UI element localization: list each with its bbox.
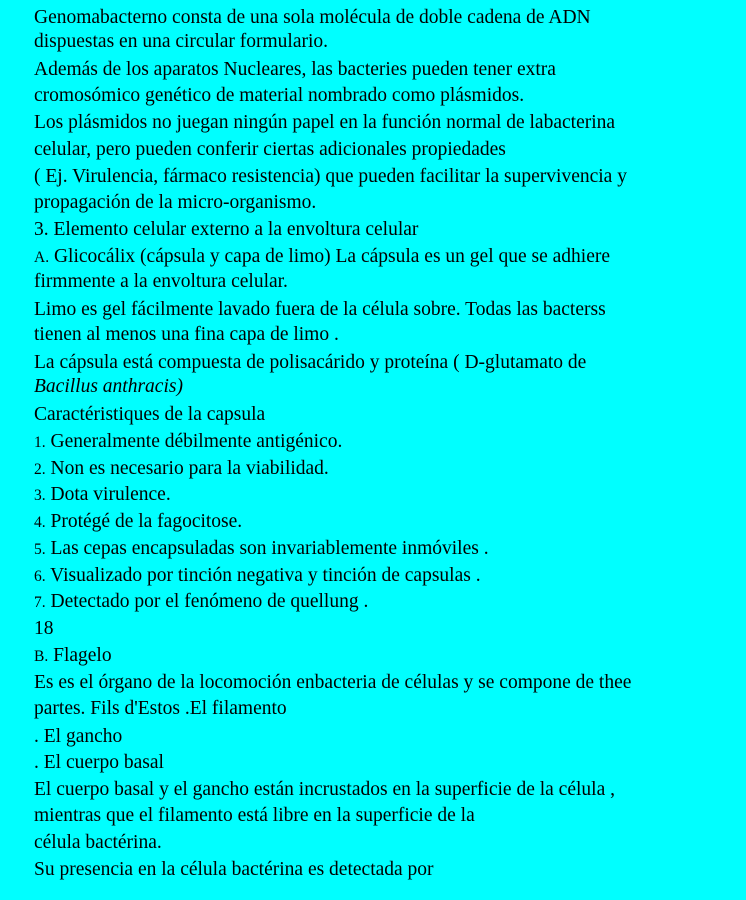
text-line: . El gancho — [34, 726, 123, 747]
text-line: Bacillus anthracis) — [34, 376, 183, 397]
list-marker: 2. — [34, 461, 46, 478]
text-line: Los plásmidos no juegan ningún papel en la función normal de labacterina — [34, 112, 616, 133]
text-line: Es es el órgano de la locomoción enbacteria de células y se compone de thee — [34, 672, 632, 693]
text-line: célula bactérina. — [34, 832, 162, 853]
text-line: propagación de la micro-organismo. — [34, 192, 317, 213]
list-item: 2. Non es necesario para la viabilidad. — [34, 458, 329, 479]
list-marker: A. — [34, 249, 50, 266]
list-heading: Caractéristiques de la capsula — [34, 404, 266, 425]
text-line: firmmente a la envoltura celular. — [34, 271, 288, 292]
text-line: ( Ej. Virulencia, fármaco resistencia) que pueden facilitar la supervivencia y — [34, 166, 627, 187]
list-item: 7. Detectado por el fenómeno de quellung . — [34, 591, 369, 612]
text-line: Limo es gel fácilmente lavado fuera de la célula sobre. Todas las bacterss — [34, 299, 606, 320]
page-number: 18 — [34, 618, 54, 639]
text-line: partes. Fils d'Estos .El filamento — [34, 698, 287, 719]
section-heading: B. Flagelo — [34, 645, 112, 666]
list-marker: 6. — [34, 568, 46, 585]
list-marker: 4. — [34, 514, 46, 531]
list-marker: 1. — [34, 434, 46, 451]
text-line: Además de los aparatos Nucleares, las bacteries pueden tener extra — [34, 59, 556, 80]
section-heading: 3. Elemento celular externo a la envoltura celular — [34, 219, 419, 240]
list-item: 6. Visualizado por tinción negativa y tinción de capsulas . — [34, 565, 481, 586]
list-marker: 3. — [34, 487, 46, 504]
list-item: 3. Dota virulence. — [34, 484, 171, 505]
text-line: tienen al menos una fina capa de limo . — [34, 324, 339, 345]
list-marker: B. — [34, 648, 49, 665]
text-line: A. Glicocálix (cápsula y capa de limo) La cápsula es un gel que se adhiere — [34, 246, 611, 267]
list-item: 4. Protégé de la fagocitose. — [34, 511, 243, 532]
text-line: Genomabacterno consta de una sola molécula de doble cadena de ADN — [34, 7, 591, 28]
text-line: Su presencia en la célula bactérina es detectada por — [34, 859, 434, 880]
list-marker: 7. — [34, 594, 46, 611]
text-line: mientras que el filamento está libre en la superficie de la — [34, 805, 475, 826]
text-line: dispuestas en una circular formulario. — [34, 31, 329, 52]
text-line: El cuerpo basal y el gancho están incrustados en la superficie de la célula , — [34, 779, 615, 800]
text-line: . El cuerpo basal — [34, 752, 164, 773]
list-item: 5. Las cepas encapsuladas son invariablemente inmóviles . — [34, 538, 489, 559]
text-line: celular, pero pueden conferir ciertas adicionales propiedades — [34, 139, 506, 160]
text-line: La cápsula está compuesta de polisacárido y proteína ( D-glutamato de — [34, 352, 587, 373]
text-line: cromosómico genético de material nombrado como plásmidos. — [34, 85, 525, 106]
list-marker: 5. — [34, 541, 46, 558]
list-item: 1. Generalmente débilmente antigénico. — [34, 431, 343, 452]
